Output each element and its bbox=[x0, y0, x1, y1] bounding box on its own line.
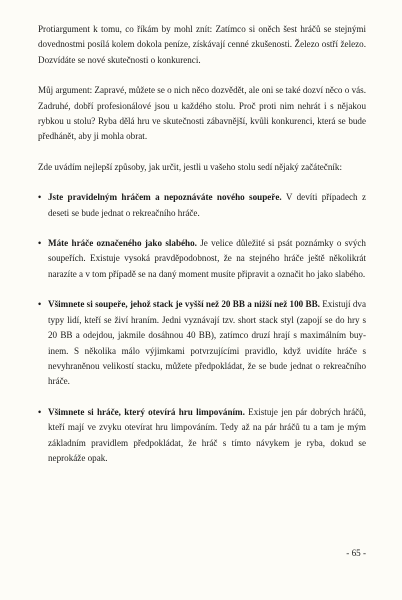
list-item-lead: Máte hráče označeného jako slabého. bbox=[48, 238, 197, 249]
bullet-icon: • bbox=[38, 238, 42, 249]
list-item bbox=[38, 236, 366, 282]
paragraph-counterargument: Protiargument k tomu, co říkám by mohl znít: Zatímco si oněch šest hráčů se stejnými dovednostmi posílá kolem dokola peníze, získávají cenné zkušenosti. Železo ostří železo. Dozvídáte se nové skutečnosti o konkurenci. bbox=[38, 24, 366, 65]
list-item-lead: Všimnete si soupeře, jehož stack je vyšší než 20 BB a nižší než 100 BB. bbox=[48, 299, 320, 310]
bullet-icon: • bbox=[38, 406, 42, 417]
list-item-text: Je velice důležité si psát poznámky o svých soupeřích. Existuje vysoká pravděpodobnost, že na stejného hráče ještě několikrát narazíte a v tom případě se na daný moment musíte připravit a označit ho jako slabého. bbox=[48, 238, 366, 279]
list-item-lead: Jste pravidelným hráčem a nepoznáváte nového soupeře. bbox=[48, 192, 282, 203]
page-number: - 65 - bbox=[346, 548, 366, 558]
bullet-icon: • bbox=[38, 192, 42, 203]
list-item-text: V devíti případech z deseti se bude jednat o rekreačního hráče. bbox=[48, 192, 366, 218]
list-item bbox=[38, 190, 366, 221]
bullet-icon: • bbox=[38, 299, 42, 310]
beginner-signs-list bbox=[38, 190, 366, 466]
list-item-text: Existují dva typy lidí, kteří se živí hraním. Jedni vyznávají tzv. short stack styl (zapojí se do hry s 20 BB a odejdou, jakmile dosáhnou 40 BB), zatímco druzí hrají s maximálním buy-inem. S několika málo výjimkami potvrzujícími pravidlo, když uvidíte hráče s nevyhraněnou velikostí stacku, můžete předpokládat, že se bude jednat o rekreačního hráče. bbox=[48, 299, 366, 387]
list-item-text: Existuje jen pár dobrých hráčů, kteří mají ve zvyku otevírat hru limpováním. Tedy až na pár hráčů tu a tam je mým základním pravidlem předpokládat, že hráč s tímto návykem je ryba, dokud se neprokáže opak. bbox=[48, 406, 366, 463]
paragraph-intro-list: Zde uvádím nejlepší způsoby, jak určit, jestli u vašeho stolu sedí nějaký začátečník: bbox=[38, 161, 342, 172]
list-item-lead: Všimnete si hráče, který otevírá hru limpováním. bbox=[48, 406, 245, 417]
list-item bbox=[38, 405, 366, 467]
paragraph-my-argument: Můj argument: Zapravé, můžete se o nich něco dozvědět, ale oni se také dozví něco o vás. Zadruhé, dobří profesionálové jsou u každého stolu. Proč proti nim nehrát i s nějakou rybkou u stolu? Ryba dělá hru ve skutečnosti zábavnější, kvůli konkurenci, která se bude předhánět, aby ji mohla obrat. bbox=[38, 85, 366, 142]
list-item bbox=[38, 297, 366, 389]
